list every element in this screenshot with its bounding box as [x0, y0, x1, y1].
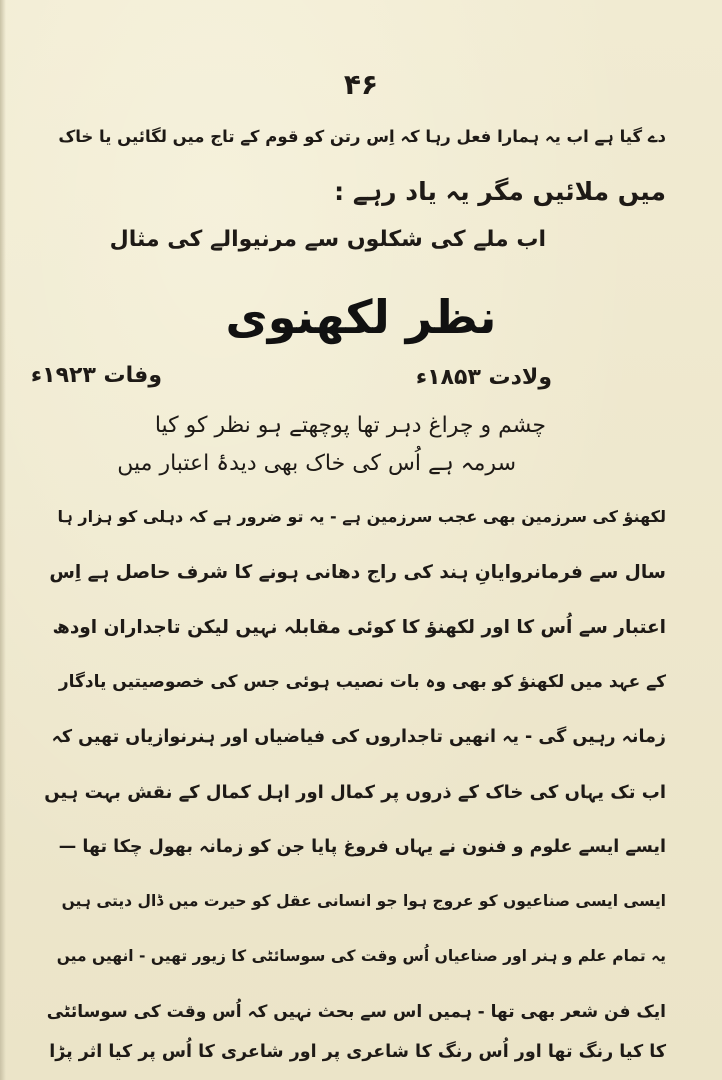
- body-line-1: لکھنؤ کی سرزمین بھی عجب سرزمین ہے - یہ تو ضرور ہے کہ دہلی کو ہزار ہا: [57, 507, 666, 526]
- verse-line-1: چشم و چراغ دہر تھا پوچھتے ہو نظر کو کیا: [154, 413, 546, 438]
- body-line-11: کا کیا رنگ تھا اور اُس رنگ کا شاعری پر اور شاعری کا اُس پر کیا اثر پڑا: [49, 1042, 666, 1062]
- body-line-8: ایسی ایسی صناعیوں کو عروج ہوا جو انسانی عقل کو حیرت میں ڈال دیتی ہیں: [61, 892, 666, 910]
- body-line-6: اب تک یہاں کی خاک کے ذروں پر کمال اور اہل کمال کے نقش بہت ہیں: [44, 782, 666, 803]
- body-line-5: زمانہ رہیں گی - یہ انھیں تاجداروں کی فیاضیاں اور ہنرنوازیاں تھیں کہ: [51, 727, 666, 747]
- body-line-2: سال سے فرمانروایانِ ہند کی راج دھانی ہونے کا شرف حاصل ہے اِس: [49, 562, 666, 583]
- body-line-10: ایک فن شعر بھی تھا - ہمیں اس سے بحث نہیں کہ اُس وقت کی سوسائٹی: [46, 1002, 666, 1022]
- body-line-4: کے عہد میں لکھنؤ کو بھی وہ بات نصیب ہوئی جس کی خصوصیتیں یادگار: [58, 672, 666, 692]
- page-number: ۴۶: [343, 68, 379, 101]
- section-subheading: اب ملے کی شکلوں سے مرنیوالے کی مثال: [109, 227, 546, 252]
- poet-name-heading: نظر لکھنوی: [225, 290, 497, 344]
- birth-date: ولادت ۱۸۵۳ء: [415, 365, 552, 390]
- intro-line-1: دے گیا ہے اب یہ ہمارا فعل رہا کہ اِس رتن کو قوم کے تاج میں لگائیں یا خاک: [58, 127, 666, 146]
- verse-line-2: سرمہ ہے اُس کی خاک بھی دیدۂ اعتبار میں: [117, 451, 516, 476]
- body-line-9: یہ تمام علم و ہنر اور صناعیاں اُس وقت کی سوسائٹی کا زیور تھیں - انھیں میں: [56, 947, 666, 965]
- body-line-7: ایسے ایسے علوم و فنون نے یہاں فروغ پایا جن کو زمانہ بھول چکا تھا —: [58, 837, 666, 857]
- body-line-3: اعتبار سے اُس کا اور لکھنؤ کا کوئی مقابلہ نہیں لیکن تاجداران اودھ: [52, 617, 666, 638]
- intro-line-2: میں ملائیں مگر یہ یاد رہے :: [334, 177, 666, 206]
- death-date: وفات ۱۹۲۳ء: [30, 363, 162, 388]
